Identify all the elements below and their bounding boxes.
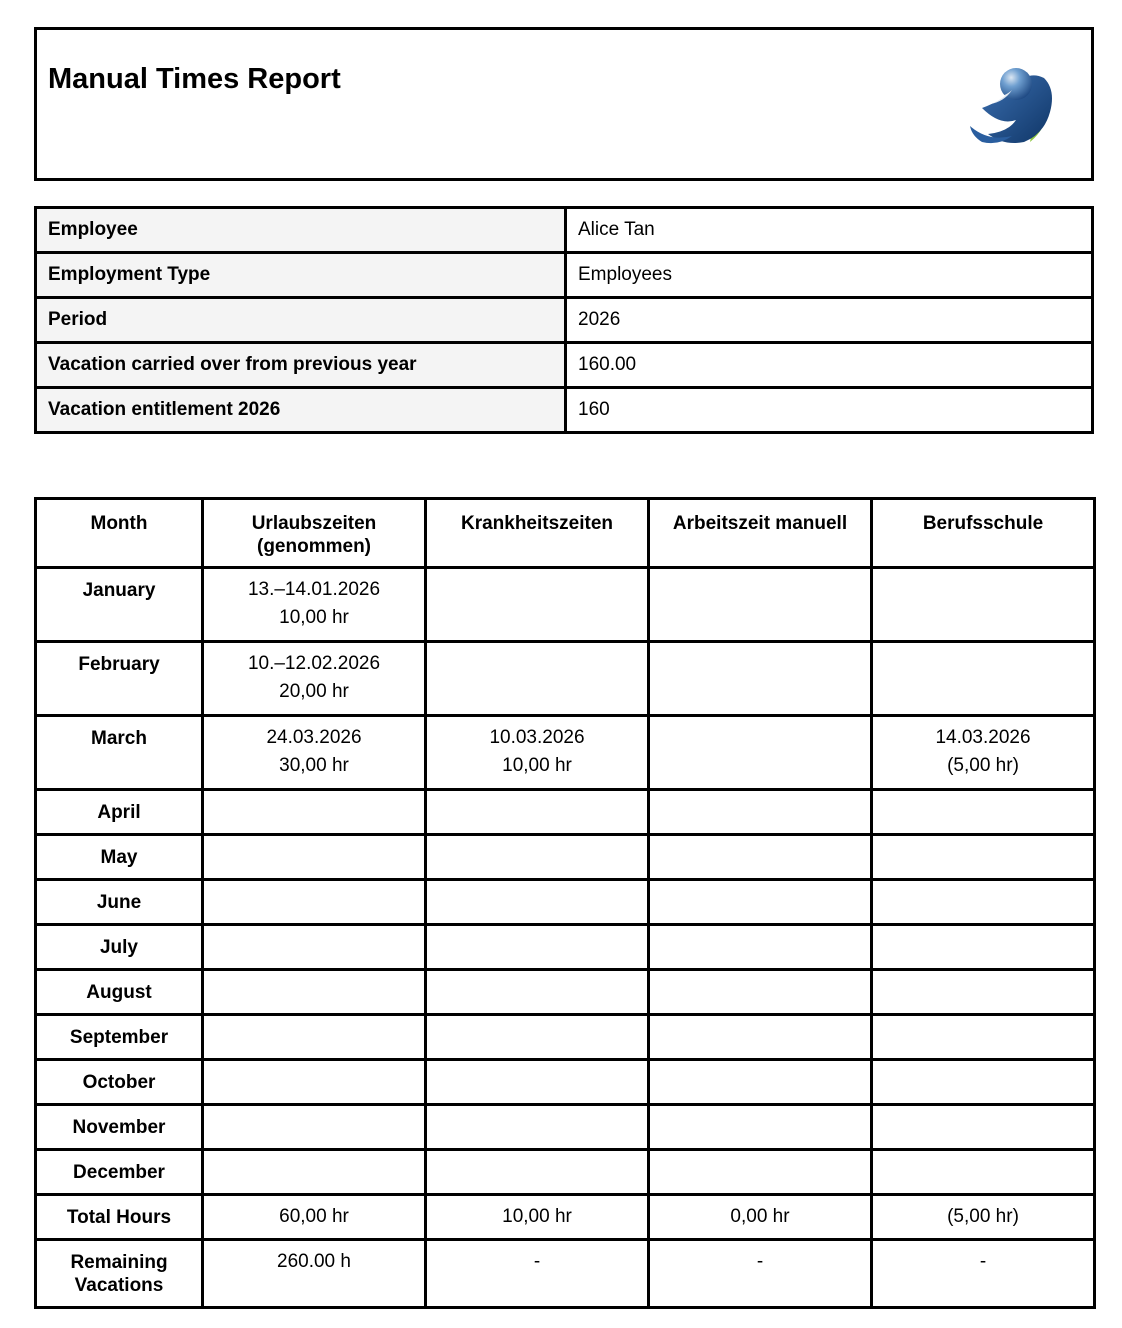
krank-cell (426, 835, 649, 880)
beruf-cell (872, 1105, 1095, 1150)
table-row (36, 1015, 1095, 1060)
month-label: October (36, 1060, 203, 1105)
urlaub-cell (203, 1015, 426, 1060)
urlaub-cell (203, 716, 426, 790)
urlaub-cell (203, 790, 426, 835)
arbeit-cell (649, 1060, 872, 1105)
krank-cell-line: 10,00 hr (502, 755, 572, 776)
column-header-urlaub-line1: Urlaubszeiten (251, 513, 377, 534)
month-label: August (36, 970, 203, 1015)
urlaub-cell (203, 1060, 426, 1105)
info-label: Employee (36, 208, 566, 253)
info-row-period (36, 298, 1093, 343)
krank-cell (426, 925, 649, 970)
krank-cell-line: 10.03.2026 (489, 727, 585, 748)
month-label: July (36, 925, 203, 970)
total-urlaub: 60,00 hr (203, 1195, 426, 1240)
arbeit-cell (649, 790, 872, 835)
arbeit-cell (649, 568, 872, 642)
total-beruf: (5,00 hr) (872, 1195, 1095, 1240)
beruf-cell (872, 925, 1095, 970)
info-row-vacation-entitlement (36, 388, 1093, 433)
arbeit-cell (649, 880, 872, 925)
urlaub-cell-line: 13.–14.01.2026 (247, 579, 381, 600)
table-row (36, 835, 1095, 880)
month-label: April (36, 790, 203, 835)
month-label: February (36, 642, 203, 716)
column-header-month: Month (36, 499, 203, 568)
beruf-cell (872, 1015, 1095, 1060)
arbeit-cell (649, 835, 872, 880)
info-label: Vacation entitlement 2026 (36, 388, 566, 433)
krank-cell (426, 642, 649, 716)
month-label: May (36, 835, 203, 880)
column-header-urlaub-line2: (genommen) (257, 536, 371, 557)
total-krank: 10,00 hr (426, 1195, 649, 1240)
table-row (36, 1105, 1095, 1150)
krank-cell (426, 716, 649, 790)
info-value: Alice Tan (566, 208, 1093, 253)
urlaub-cell-line: 30,00 hr (279, 755, 349, 776)
info-value: 160 (566, 388, 1093, 433)
total-row (36, 1195, 1095, 1240)
page-title: Manual Times Report (48, 63, 341, 95)
beruf-cell (872, 880, 1095, 925)
urlaub-cell-line: 20,00 hr (279, 681, 349, 702)
urlaub-cell (203, 1150, 426, 1195)
month-label: March (36, 716, 203, 790)
remaining-urlaub: 260.00 h (203, 1240, 426, 1308)
table-row (36, 1060, 1095, 1105)
krank-cell (426, 1150, 649, 1195)
beruf-cell (872, 835, 1095, 880)
table-row (36, 790, 1095, 835)
employee-info-table (34, 206, 1094, 434)
beruf-cell (872, 642, 1095, 716)
column-header-beruf: Berufsschule (872, 499, 1095, 568)
table-row (36, 642, 1095, 716)
table-row (36, 970, 1095, 1015)
month-label: December (36, 1150, 203, 1195)
krank-cell (426, 568, 649, 642)
remaining-beruf: - (872, 1240, 1095, 1308)
info-row-employee (36, 208, 1093, 253)
krank-cell (426, 1015, 649, 1060)
monthly-times-table (34, 497, 1096, 1309)
urlaub-cell-line: 10,00 hr (279, 607, 349, 628)
urlaub-cell (203, 1105, 426, 1150)
urlaub-cell (203, 568, 426, 642)
beruf-cell (872, 1150, 1095, 1195)
arbeit-cell (649, 642, 872, 716)
arbeit-cell (649, 925, 872, 970)
info-row-employment-type (36, 253, 1093, 298)
urlaub-cell (203, 880, 426, 925)
info-value: 160.00 (566, 343, 1093, 388)
remaining-label-line1: Remaining (70, 1252, 168, 1273)
krank-cell (426, 1060, 649, 1105)
month-rows (36, 568, 1095, 1195)
urlaub-cell (203, 925, 426, 970)
krank-cell (426, 970, 649, 1015)
company-logo-icon (954, 50, 1064, 160)
info-row-vacation-carried (36, 343, 1093, 388)
arbeit-cell (649, 716, 872, 790)
table-row (36, 880, 1095, 925)
urlaub-cell-line: 10.–12.02.2026 (247, 653, 381, 674)
urlaub-cell-line: 24.03.2026 (266, 727, 362, 748)
krank-cell (426, 1105, 649, 1150)
table-row (36, 925, 1095, 970)
urlaub-cell (203, 970, 426, 1015)
total-label: Total Hours (36, 1195, 203, 1240)
urlaub-cell (203, 835, 426, 880)
report-header (34, 27, 1094, 181)
month-label: June (36, 880, 203, 925)
remaining-label (36, 1240, 203, 1308)
column-header-arbeit: Arbeitszeit manuell (649, 499, 872, 568)
column-header-urlaub (203, 499, 426, 568)
month-label: January (36, 568, 203, 642)
info-label: Vacation carried over from previous year (36, 343, 566, 388)
table-row (36, 716, 1095, 790)
info-label: Period (36, 298, 566, 343)
remaining-row (36, 1240, 1095, 1308)
urlaub-cell (203, 642, 426, 716)
arbeit-cell (649, 1105, 872, 1150)
remaining-label-line2: Vacations (74, 1275, 164, 1296)
table-row (36, 568, 1095, 642)
arbeit-cell (649, 1150, 872, 1195)
remaining-arbeit: - (649, 1240, 872, 1308)
krank-cell (426, 790, 649, 835)
beruf-cell (872, 568, 1095, 642)
month-label: September (36, 1015, 203, 1060)
beruf-cell (872, 970, 1095, 1015)
beruf-cell-line: (5,00 hr) (947, 755, 1019, 776)
total-arbeit: 0,00 hr (649, 1195, 872, 1240)
info-value: 2026 (566, 298, 1093, 343)
beruf-cell (872, 790, 1095, 835)
remaining-krank: - (426, 1240, 649, 1308)
info-value: Employees (566, 253, 1093, 298)
arbeit-cell (649, 1015, 872, 1060)
beruf-cell (872, 1060, 1095, 1105)
krank-cell (426, 880, 649, 925)
info-label: Employment Type (36, 253, 566, 298)
arbeit-cell (649, 970, 872, 1015)
table-header-row (36, 499, 1095, 568)
table-row (36, 1150, 1095, 1195)
column-header-krank: Krankheitszeiten (426, 499, 649, 568)
beruf-cell (872, 716, 1095, 790)
beruf-cell-line: 14.03.2026 (935, 727, 1031, 748)
month-label: November (36, 1105, 203, 1150)
